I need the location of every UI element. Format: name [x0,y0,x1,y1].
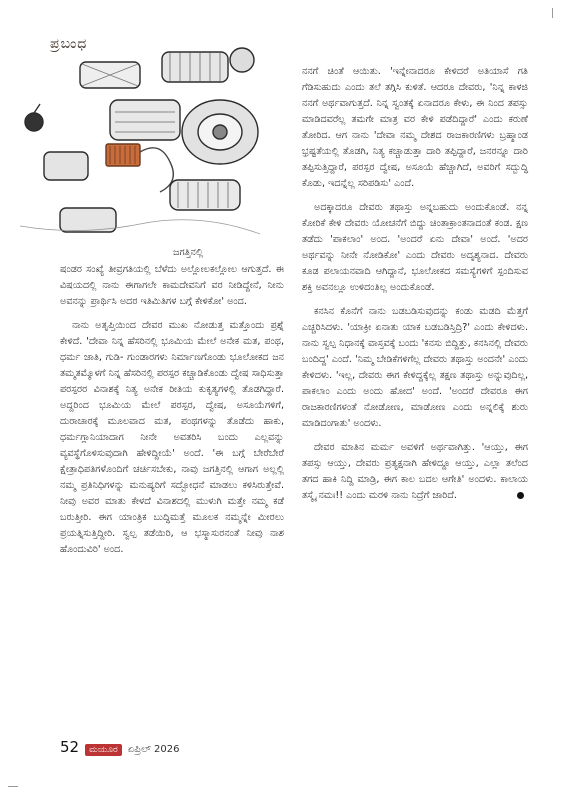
paragraph: ಅದಕ್ಕಾದರೂ ದೇವರು ತಥಾಸ್ತು ಅನ್ನಬಹುದು ಅಂದುಕೊಂಡೆ. ನನ್ನ ಕೋರಿಕೆ ಕೇಳಿ ದೇವರು ಯೋಚನೆಗೆ ಬಿದ್ದು ಚಿಂತಾಕ್ರಾಂತನಾದಂತೆ ಕಂಡ. ಕ್ಷಣ ತಡೆದು 'ಪಾಕಲಾಂ' ಅಂದ. 'ಅಂದರೆ ಏನು ದೇವಾ' ಅಂದೆ. 'ಅದರ ಅರ್ಥವನ್ನು ನೀನೇ ನೋಡಿಕೋ' ಎಂದು ದೇವರು ಅದೃಶ್ಯನಾದ. ದೇವರು ಕೂಡ ಪಲಾಯನವಾದಿ ಆಗಿದ್ದಾನೆ, ಭೂಲೋಕದ ಸಮಸ್ಯೆಗಳಿಗೆ ಸ್ಪಂದಿಸುವ ಶಕ್ತಿ ಅವನಲ್ಲೂ ಉಳಿದಂತಿಲ್ಲ ಅಂದುಕೊಂಡೆ. [302,202,528,293]
magazine-logo: ಮಯೂರ [85,744,122,756]
end-of-article-bullet [517,492,524,499]
paragraph [302,440,528,504]
page-number: 52 [60,738,80,756]
crop-mark [552,8,553,18]
paragraph: ಕನಸಿನ ಕೊನೆಗೆ ನಾನು ಬಡಬಡಿಸುವುದನ್ನು ಕಂಡು ಮಡದಿ ಮೆತ್ತಗೆ ಎಚ್ಚರಿಸಿದಳು. 'ಯಾಕ್ರೀ ಏನಾತು ಯಾಕ ಬಡಬಡಿಸ್ತಿದ್ರಿ?' ಎಂದು ಕೇಳಿದಳು. ನಾನು ಸ್ವಲ್ಪ ನಿಧಾನಕ್ಕೆ ವಾಸ್ತವಕ್ಕೆ ಬಂದು 'ಕನಸು ಬಿದ್ದಿತ್ತು, ಕನಸಿನಲ್ಲಿ ದೇವರು ಬಂದಿದ್ದ' ಎಂದೆ. 'ನಿಮ್ಮ ಬೇಡಿಕೆಗಳಿಗೆಲ್ಲ ದೇವರು ತಥಾಸ್ತು ಅಂದನೇ' ಎಂದು ಕೇಳಿದಳು. 'ಇಲ್ಲ, ದೇವರು ಈಗ ಕೇಳಿದ್ದಕ್ಕೆಲ್ಲ ತಕ್ಷಣ ತಥಾಸ್ತು ಅನ್ನುವುದಿಲ್ಲ, ಪಾಕಲಾಂ ಎಂದು ಅಂದು ಹೋದ' ಅಂದೆ. 'ಅಂದರೆ ದೇವರೂ ಈಗ ರಾಜಕಾರಣಿಗಳಂತೆ ನೋಡೋಣ, ಮಾಡೋಣ ಎಂದು ಅನ್ನಲಿಕ್ಕೆ ಶುರು ಮಾಡಿದಂಗಾತು' ಅಂದಳು. [302,306,528,429]
paragraph: ಷಂಡರ ಸಂಖ್ಯೆ ತೀವ್ರಗತಿಯಲ್ಲಿ ಬೆಳೆದು ಅಲ್ಲೋಲಕಲ್ಲೋಲ ಆಗುತ್ತದೆ. ಈ ವಿಷಯದಲ್ಲಿ ನಾನು ಈಗಾಗಲೇ ಕಾಮದೇವನಿಗೆ ವರ ನೀಡಿದ್ದೇನೆ, ನೀನು ಅವನನ್ನು ಪ್ರಾರ್ಥಿಸಿ ಅದರ ಇತಿಮಿತಿಗಳ ಬಗ್ಗೆ ಕೇಳಿಕೋ' ಅಂದ. [60,264,284,307]
left-column-lead: ಜಗತ್ತಿನಲ್ಲಿ [173,247,204,258]
paragraph: ನಾನು ಅತೃಪ್ತಿಯಿಂದ ದೇವರ ಮುಖ ನೋಡುತ್ತ ಮತ್ತೊಂದು ಪ್ರಶ್ನೆ ಕೇಳಿದೆ. 'ದೇವಾ ನಿನ್ನ ಹೆಸರಿನಲ್ಲಿ ಭೂಮಿಯ ಮೇಲೆ ಅನೇಕ ಮತ, ಪಂಥ, ಧರ್ಮ ಜಾತಿ, ಗುಡಿ- ಗುಂಡಾರಗಳು ನಿರ್ಮಾಣಗೊಂಡು ಭೂಲೋಕದ ಜನ ತಮ್ಮತಮ್ಮೊಳಗೆ ನಿನ್ನ ಹೆಸರಿನಲ್ಲಿ ಪರಸ್ಪರ ಕಚ್ಚಾಡಿಕೊಂಡು ದ್ವೇಷ ಸಾಧಿಸುತ್ತಾ ಪರಸ್ಪರರ ವಿನಾಶಕ್ಕೆ ನಿತ್ಯ ಅನೇಕ ರೀತಿಯ ಕುಕೃತ್ಯಗಳಲ್ಲಿ ತೊಡಗಿದ್ದಾರೆ. ಅದ್ದರಿಂದ ಭೂಮಿಯ ಮೇಲೆ ಪರಸ್ಪರ, ದ್ವೇಷ, ಅಸೂಯೆಗಳಿಗೆ, ದುರಾಚಾರಕ್ಕೆ ಮೂಲವಾದ ಮತ, ಪಂಥಗಳನ್ನು ತೊಡೆದು ಹಾಕು, ಧರ್ಮಗ್ಲಾನಿಯಾದಾಗ ನೀನೇ ಅವತರಿಸಿ ಬಂದು ಎಲ್ಲವನ್ನು ವ್ಯವಸ್ಥೆಗೊಳಿಸುವುದಾಗಿ ಹೇಳಿದ್ದೀಯೆ' ಅಂದೆ. 'ಈ ಬಗ್ಗೆ ಬೇರೆಬೇರೆ ಕ್ಷೇತ್ರಾಧಿಪತಿಗಳೊಂದಿಗೆ ಚರ್ಚಿಸಬೇಕು, ನಾವು ಜಗತ್ತಿನಲ್ಲಿ ಆಗಾಗ ಅಲ್ಲಲ್ಲಿ ನಮ್ಮ ಪ್ರತಿನಿಧಿಗಳನ್ನು ಮನುಷ್ಯರಿಗೆ ಸದ್ಬೋಧನೆ ಮಾಡಲು ಕಳಿಸಿರುತ್ತೇವೆ. ನೀವು ಅವರ ಮಾತು ಕೇಳದೆ ವಿನಾಶದಲ್ಲಿ ಮುಳುಗಿ ಮತ್ತೇ ನಮ್ಮ ಕಡೆ ಬರುತ್ತೀರಿ. ಈಗ ಯಾಂತ್ರಿಕ ಬುದ್ಧಿಮತ್ತೆ ಮೂಲಕ ನಮ್ಮನ್ನೇ ಮೀರಲು ಪ್ರಯತ್ನಿಸುತ್ತಿದ್ದೀರಿ. ಸ್ವಲ್ಪ ತಡೆಯಿರಿ, ಆ ಭಸ್ಮಾಸುರನಂತೆ ನೀವು ನಾಶ ಹೊಂದುವಿರಿ' ಅಂದ. [60,320,284,555]
crop-mark [8,786,18,787]
paragraph-text: ದೇವರ ಮಾತಿನ ಮರ್ಮ ಅವಳಿಗೆ ಅರ್ಥವಾಗಿತ್ತು. 'ಆಯ್ತು, ಈಗ ತಪಸ್ಸು ಆಯ್ತು, ದೇವರು ಪ್ರತ್ಯಕ್ಷನಾಗಿ ಹೇಳಿದ್ದೂ ಆಯ್ತು, ಎಲ್ಲಾ ತಲೆಂದ ತಗದ ಹಾಕಿ ನಿದ್ದಿ ಮಾಡ್ರಿ, ಈಗ ಕಾಲ ಬದಲ ಆಗೇತಿ' ಅಂದಳು. ಕಾಲಾಯ ತಸ್ಮೈ ನಮಃ!! ಎಂದು ಮರಳಿ ನಾನು ನಿದ್ರೆಗೆ ಜಾರಿದೆ. [302,442,528,501]
right-column [302,64,528,504]
page-footer [60,738,179,758]
issue-month: ಏಪ್ರಿಲ್ 2026 [127,744,180,755]
paragraph: ನನಗೆ ಚಿಂತೆ ಆಯಿತು. 'ಇನ್ನೇನಾದರೂ ಕೇಳಿದರೆ ಅತಿಯಾಸೆ ಗತಿ ಗೆಡಿಸುಹುದು ಎಂದು ತಲೆ ತಗ್ಗಿಸಿ ಕುಳಿತೆ. ಆದರೂ ದೇವರು, 'ನಿನ್ನ ಕಾಳಜಿ ನನಗೆ ಅರ್ಥವಾಗುತ್ತದೆ. ನಿನ್ನ ಸ್ವಂತಕ್ಕೆ ಏನಾದರೂ ಕೇಳು, ಈ ನಿಂದ ತಪಸ್ಸು ಮಾಡಿದವರೆಲ್ಲ ತಮಗೇ ಮಾತ್ರ ವರ ಕೇಳಿ ಪಡೆದಿದ್ದಾರೆ' ಎಂದು ಕರುಣೆ ತೋರಿದ. ಆಗ ನಾನು 'ದೇವಾ ನಮ್ಮ ದೇಶದ ರಾಜಕಾರಣಿಗಳು ಬ್ರಹ್ಮಾಂಡ ಭ್ರಷ್ಟತೆಯಲ್ಲಿ ತೊಡಗಿ, ನಿತ್ಯ ಕಚ್ಚಾಡುತ್ತಾ ದಾರಿ ತಪ್ಪಿದ್ದಾರೆ, ಜನರನ್ನೂ ದಾರಿ ತಪ್ಪಿಸುತ್ತಿದ್ದಾರೆ, ಪರಸ್ಪರ ದ್ವೇಷ, ಅಸೂಯೆ ಹೆಚ್ಚಾಗಿದೆ, ಅವರಿಗೆ ಸದ್ಬುದ್ಧಿ ಕೊಡು, ಇದನ್ನೆಲ್ಲ ಸರಿಪಡಿಸು' ಎಂದೆ. [302,66,528,189]
section-label: ಪ್ರಬಂಧ [50,36,88,52]
left-column [60,262,284,558]
